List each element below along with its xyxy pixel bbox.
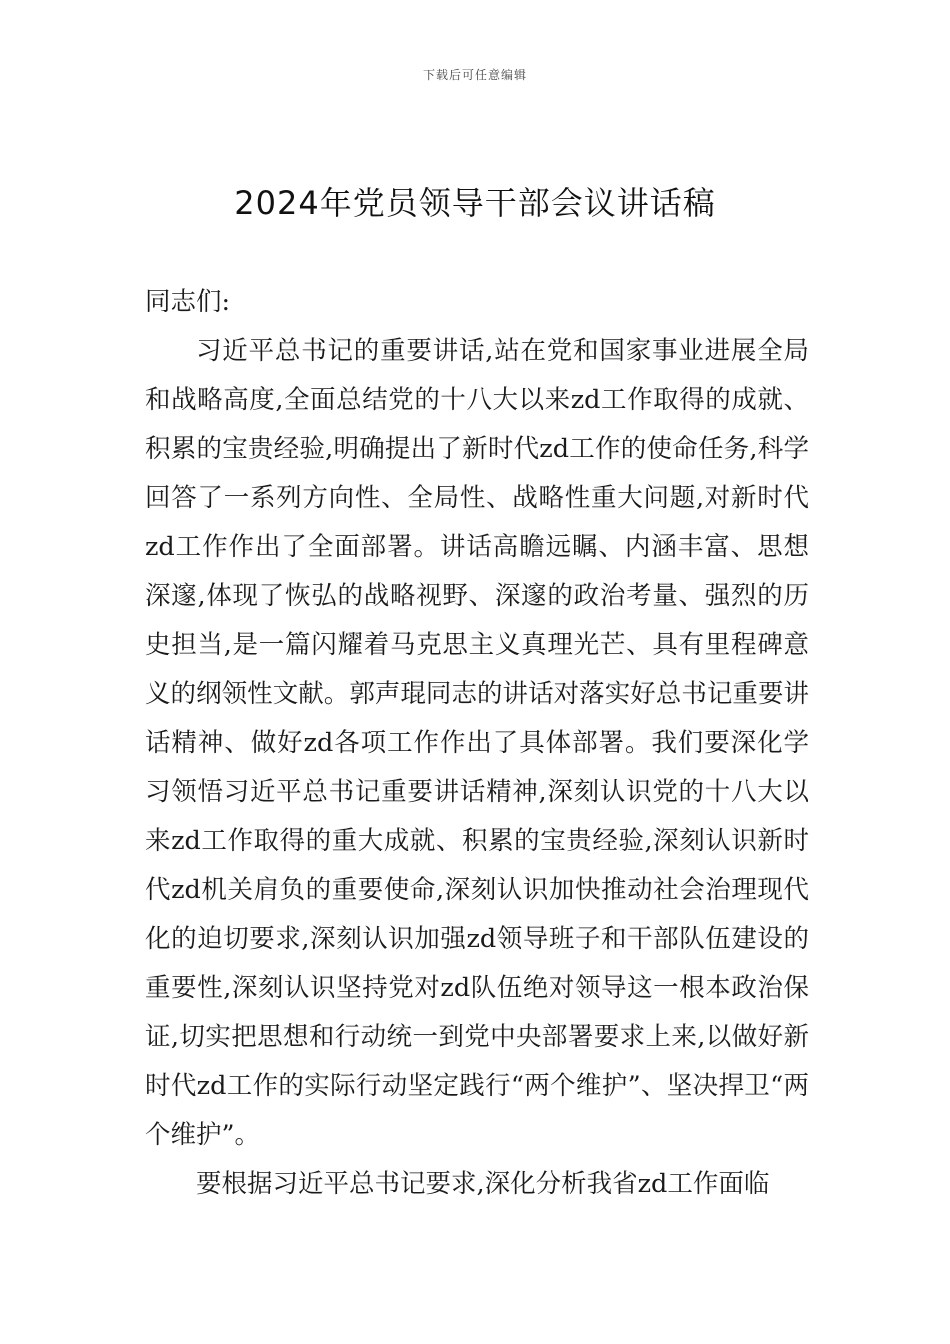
document-title: 2024年党员领导干部会议讲话稿: [234, 184, 716, 222]
body-paragraph: 习近平总书记的重要讲话,站在党和国家事业进展全局和战略高度,全面总结党的十八大以来zd工作取得的成就、积累的宝贵经验,明确提出了新时代zd工作的使命任务,科学回答了一系列方向性、全局性、战略性重大问题,对新时代zd工作作出了全面部署。讲话高瞻远瞩、内涵丰富、思想深邃,体现了恢弘的战略视野、深邃的政治考量、强烈的历史担当,是一篇闪耀着马克思主义真理光芒、具有里程碑意义的纲领性文献。郭声琨同志的讲话对落实好总书记重要讲话精神、做好zd各项工作作出了具体部署。我们要深化学习领悟习近平总书记重要讲话精神,深刻认识党的十八大以来zd工作取得的重大成就、积累的宝贵经验,深刻认识新时代zd机关肩负的重要使命,深刻认识加快推动社会治理现代化的迫切要求,深刻认识加强zd领导班子和干部队伍建设的重要性,深刻认识坚持党对zd队伍绝对领导这一根本政治保证,切实把思想和行动统一到党中央部署要求上来,以做好新时代zd工作的实际行动坚定践行“两个维护”、坚决捍卫“两个维护”。: [145, 336, 809, 1150]
salutation: 同志们:: [145, 287, 231, 317]
body-paragraph: 要根据习近平总书记要求,深化分析我省zd工作面临: [196, 1169, 770, 1199]
document-body: [145, 278, 809, 1209]
header-note: 下载后可任意编辑: [422, 68, 527, 82]
